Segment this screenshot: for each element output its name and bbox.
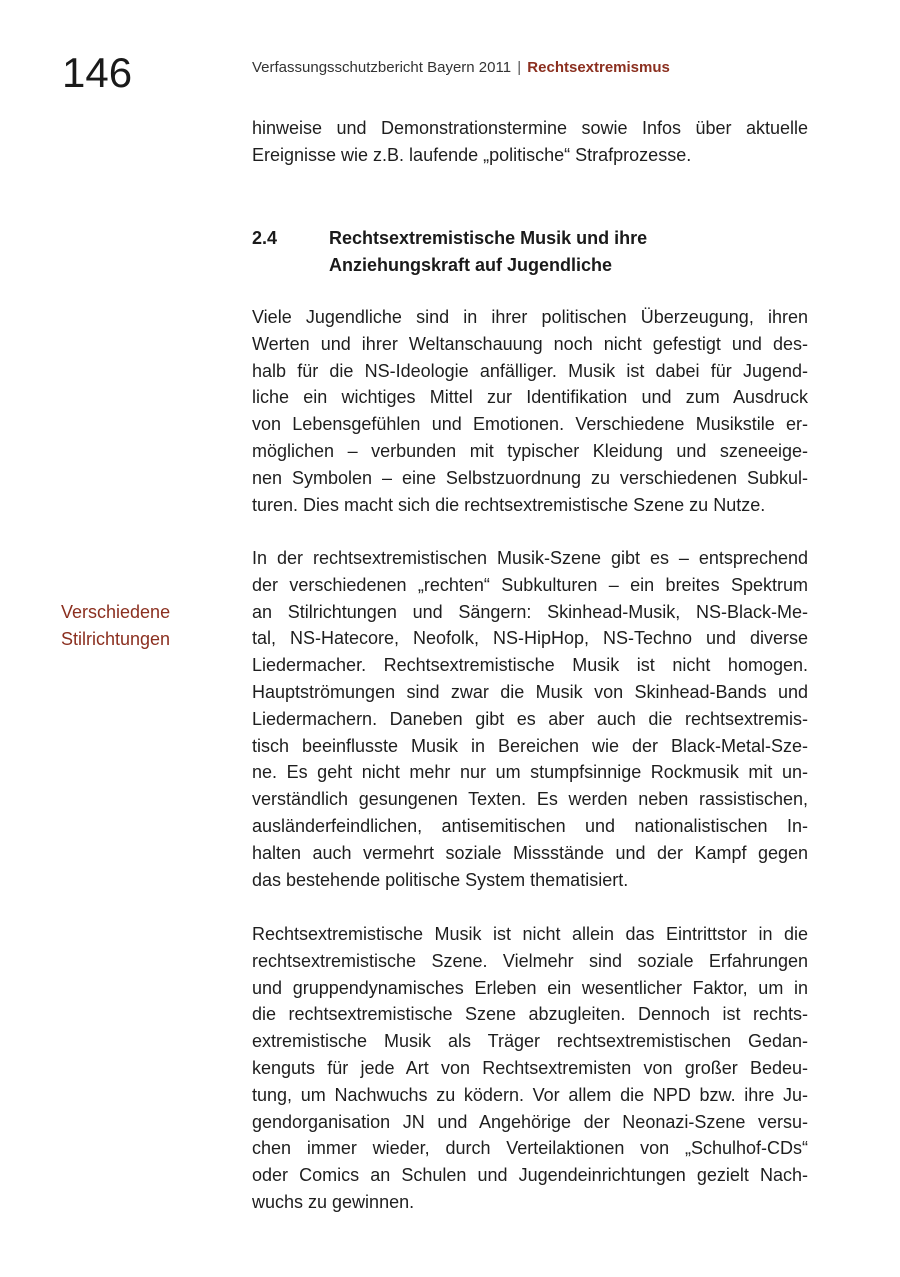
text-line: hinweise und Demonstrationstermine sowie Infos über aktuelle xyxy=(252,118,808,138)
text-line: Liedermachern. Daneben gibt es aber auch die rechtsextremis- xyxy=(252,708,808,729)
text-line: halten auch vermehrt soziale Missstände und der Kampf gegen xyxy=(252,842,808,863)
text-line: oder Comics an Schulen und Jugendeinrichtungen gezielt Nach- xyxy=(252,1165,808,1186)
text-line: Werten und ihrer Weltanschauung noch nicht gefestigt und des- xyxy=(252,333,808,354)
text-line: Liedermacher. Rechtsextremistische Musik ist nicht homogen. xyxy=(252,655,808,676)
page-number: 146 xyxy=(62,49,133,96)
text-line: tal, NS-Hatecore, Neofolk, NS-HipHop, NS-Techno und diverse xyxy=(252,628,808,649)
text-line: möglichen – verbunden mit typischer Kleidung und szeneeige- xyxy=(252,440,808,461)
report-title: Verfassungsschutzbericht Bayern 2011 xyxy=(252,59,512,76)
text-line: ausländerfeindlichen, antisemitischen und nationalistischen In- xyxy=(252,815,808,836)
margin-note-line: Verschiedene xyxy=(61,602,171,622)
margin-note-line: Stilrichtungen xyxy=(61,628,171,649)
heading-number: 2.4 xyxy=(252,228,278,248)
paragraph-3 xyxy=(252,921,808,1216)
text-line: Viele Jugendliche sind in ihrer politischen Überzeugung, ihren xyxy=(252,307,808,327)
text-line: die rechtsextremistische Szene abzugleiten. Dennoch ist rechts- xyxy=(252,1004,808,1025)
text-line: tung, um Nachwuchs zu ködern. Vor allem die NPD bzw. ihre Ju- xyxy=(252,1084,808,1105)
paragraph-2 xyxy=(252,545,808,893)
text-line: chen immer wieder, durch Verteilaktionen von „Schulhof-CDs“ xyxy=(252,1138,808,1159)
text-line: von Lebensgefühlen und Emotionen. Verschiedene Musikstile er- xyxy=(252,414,808,435)
text-line: gendorganisation JN und Angehörige der Neonazi-Szene versu- xyxy=(252,1111,808,1132)
text-line: verständlich gesungenen Texten. Es werden neben rassistischen, xyxy=(252,789,808,810)
paragraph-1 xyxy=(252,304,808,518)
text-line: liche ein wichtiges Mittel zur Identifikation und zum Ausdruck xyxy=(252,387,808,408)
text-line: Hauptströmungen sind zwar die Musik von Skinhead-Bands und xyxy=(252,681,808,702)
text-line: In der rechtsextremistischen Musik-Szene gibt es – entsprechend xyxy=(252,548,808,568)
text-line: Rechtsextremistische Musik ist nicht allein das Eintrittstor in die xyxy=(252,924,808,944)
intro-paragraph xyxy=(252,115,808,169)
text-line: kenguts für jede Art von Rechtsextremisten von großer Bedeu- xyxy=(252,1057,808,1078)
margin-note xyxy=(61,599,231,653)
text-line: und gruppendynamisches Erleben ein wesentlicher Faktor, um in xyxy=(252,977,808,998)
heading-line: Rechtsextremistische Musik und ihre xyxy=(329,228,648,248)
text-line: ne. Es geht nicht mehr nur um stumpfsinnige Rockmusik mit un- xyxy=(252,762,808,783)
text-line: nen Symbolen – eine Selbstzuordnung zu verschiedenen Subkul- xyxy=(252,467,808,488)
text-line: wuchs zu gewinnen. xyxy=(252,1191,415,1212)
section-title: Rechtsextremismus xyxy=(527,59,670,76)
running-header xyxy=(252,59,670,77)
text-line: halb für die NS-Ideologie anfälliger. Musik ist dabei für Jugend- xyxy=(252,360,808,381)
text-line: der verschiedenen „rechten“ Subkulturen – ein breites Spektrum xyxy=(252,574,808,595)
header-separator: | xyxy=(517,59,522,76)
heading-title xyxy=(329,225,789,278)
text-line: turen. Dies macht sich die rechtsextremistische Szene zu Nutze. xyxy=(252,494,766,515)
text-line: rechtsextremistische Szene. Vielmehr sind soziale Erfahrungen xyxy=(252,950,808,971)
text-line: an Stilrichtungen und Sängern: Skinhead-Musik, NS-Black-Me- xyxy=(252,601,808,622)
text-line: das bestehende politische System thematisiert. xyxy=(252,869,629,890)
text-line: Ereignisse wie z.B. laufende „politische“ Strafprozesse. xyxy=(252,144,692,165)
heading-line: Anziehungskraft auf Jugendliche xyxy=(329,254,613,275)
text-line: extremistische Musik als Träger rechtsextremistischen Gedan- xyxy=(252,1031,808,1052)
text-line: tisch beeinflusste Musik in Bereichen wie der Black-Metal-Sze- xyxy=(252,735,808,756)
